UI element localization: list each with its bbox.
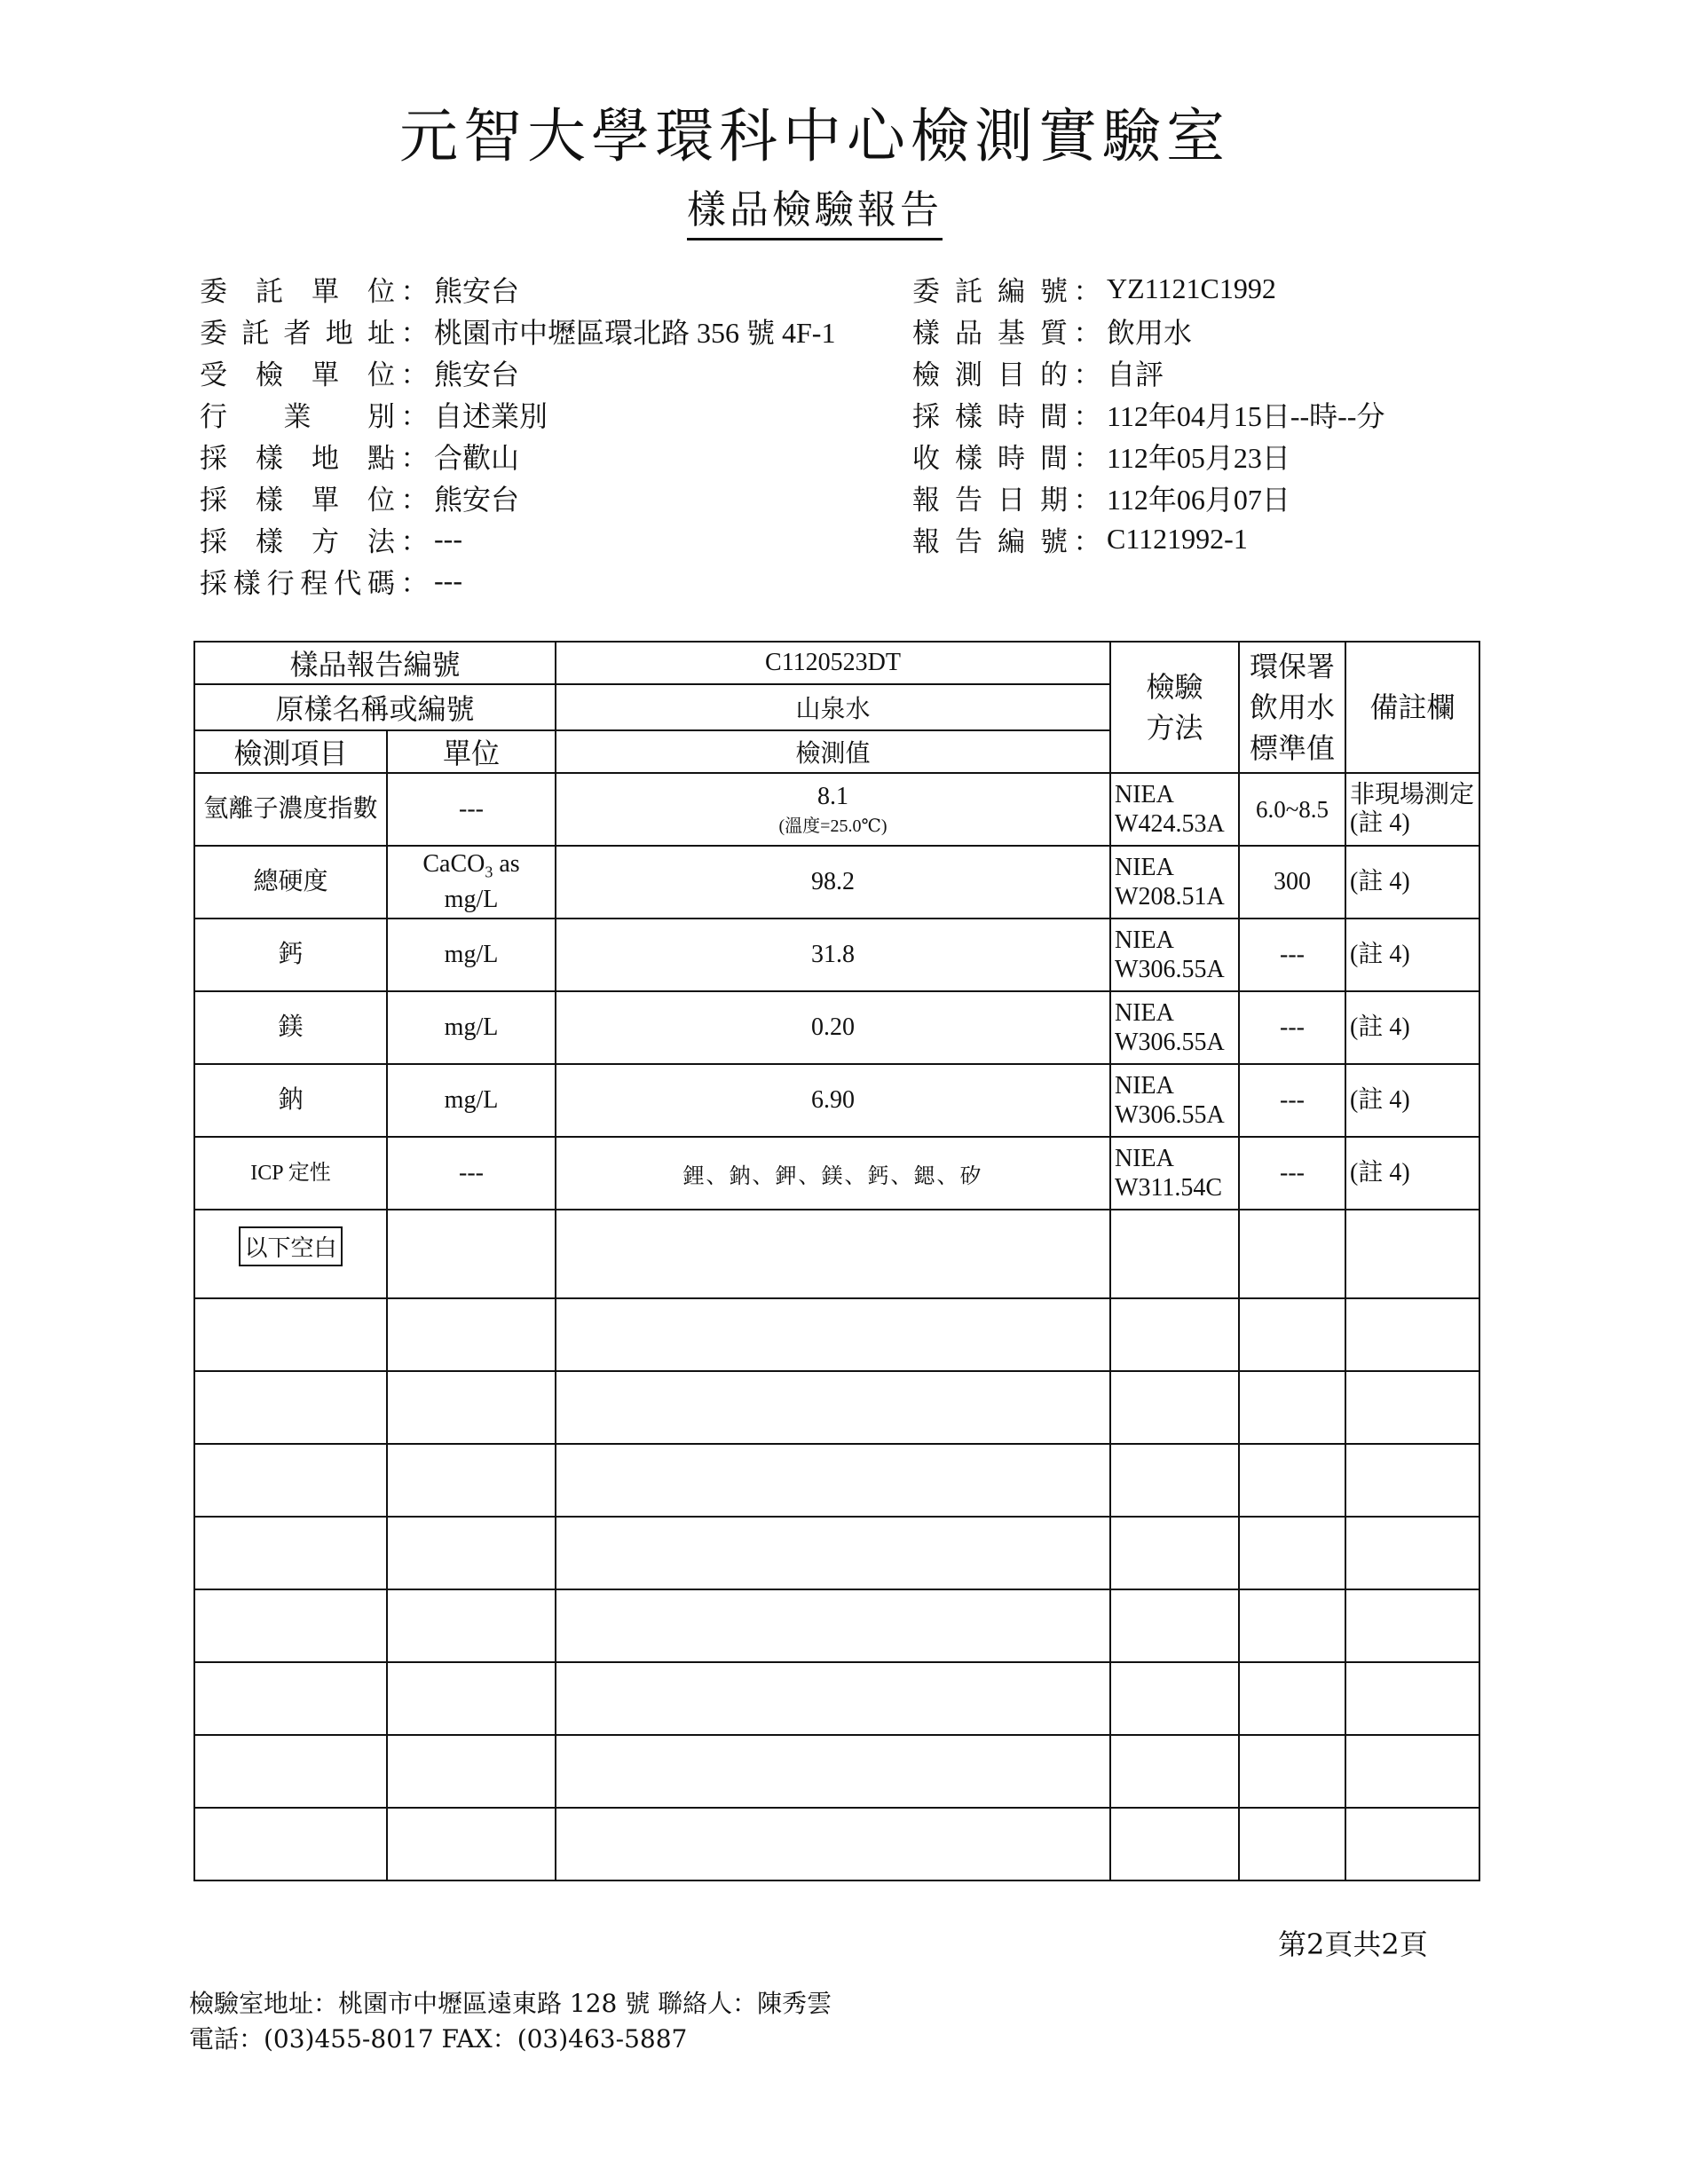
empty-cell (194, 1662, 387, 1735)
colon: ： (400, 401, 429, 433)
empty-cell (556, 1735, 1110, 1808)
item-header: 檢測項目 (194, 730, 387, 773)
value: YZ1121C1992 (1107, 272, 1276, 304)
method-line1: NIEA (1115, 854, 1174, 881)
standard-cell: 6.0~8.5 (1239, 773, 1345, 846)
empty-cell (1239, 1517, 1345, 1589)
empty-cell (194, 1808, 387, 1880)
empty-cell (1345, 1808, 1479, 1880)
blank-row (194, 1735, 1479, 1808)
info-row-trip-code (200, 560, 835, 602)
table-row (194, 1137, 1479, 1210)
label: 報告日期 (912, 485, 1068, 516)
method-cell (1110, 1137, 1239, 1210)
info-row-receipt-time (912, 435, 1384, 477)
unit-cell: mg/L (387, 991, 556, 1064)
item-cell: 鎂 (194, 991, 387, 1064)
empty-cell (387, 1444, 556, 1517)
empty-cell (387, 1589, 556, 1662)
method-line2: W424.53A (1115, 810, 1225, 838)
unit-line2: mg/L (444, 886, 499, 914)
method-line2: W306.55A (1115, 956, 1225, 983)
remark-cell: (註 4) (1345, 1064, 1479, 1137)
empty-cell (1345, 1735, 1479, 1808)
empty-cell (1239, 1735, 1345, 1808)
method-cell (1110, 991, 1239, 1064)
remark-cell: (註 4) (1345, 919, 1479, 991)
info-left (200, 268, 835, 602)
colon: ： (400, 359, 429, 391)
table-row (194, 991, 1479, 1064)
value: 112年04月15日--時--分 (1107, 399, 1385, 432)
unit-as: as (493, 849, 520, 878)
info-row-sampling-site (200, 435, 835, 477)
empty-cell (1239, 1298, 1345, 1371)
value-header: 檢測值 (556, 730, 1110, 773)
info-row-sampling-unit (200, 477, 835, 518)
report-no-value: C1120523DT (556, 642, 1110, 684)
unit-subscript: 3 (485, 863, 493, 881)
empty-cell (1110, 1210, 1239, 1298)
empty-cell (1110, 1735, 1239, 1808)
value: 桃園市中壢區環北路 356 號 4F-1 (434, 316, 836, 349)
empty-cell (1110, 1371, 1239, 1444)
label: 檢測目的 (912, 359, 1068, 391)
info-row-sampling-method (200, 518, 835, 560)
value: 112年06月07日 (1107, 483, 1290, 516)
value-cell (556, 773, 1110, 846)
standard-header: 環保署飲用水標準值 (1239, 642, 1345, 773)
colon: ： (1073, 276, 1101, 308)
colon: ： (400, 318, 429, 350)
value-note: (溫度=25.0℃) (778, 816, 888, 836)
standard-cell: --- (1239, 1137, 1345, 1210)
sample-name-value: 山泉水 (556, 684, 1110, 730)
empty-cell (1345, 1589, 1479, 1662)
method-line2: W306.55A (1115, 1101, 1225, 1129)
label: 採樣單位 (200, 485, 395, 516)
empty-cell (1239, 1210, 1345, 1298)
label: 採樣地點 (200, 443, 395, 475)
empty-cell (1110, 1808, 1239, 1880)
remark-cell: (註 4) (1345, 1137, 1479, 1210)
value: 飲用水 (1107, 316, 1193, 349)
method-line1: NIEA (1115, 1145, 1174, 1172)
empty-cell (556, 1371, 1110, 1444)
empty-cell (556, 1210, 1110, 1298)
blank-row (194, 1210, 1479, 1298)
value-cell: 31.8 (556, 919, 1110, 991)
info-row-industry (200, 393, 835, 435)
footer (189, 1986, 832, 2057)
colon: ： (400, 568, 429, 600)
method-line1: NIEA (1115, 926, 1174, 954)
label: 委託編號 (912, 276, 1068, 308)
remark-line1: 非現場測定 (1350, 781, 1475, 808)
empty-cell (556, 1662, 1110, 1735)
blank-row (194, 1517, 1479, 1589)
info-row-client-address (200, 310, 835, 351)
label: 行業別 (200, 401, 395, 433)
header-row-report-no (194, 642, 1479, 684)
empty-cell (1239, 1371, 1345, 1444)
value: 熊安台 (434, 358, 520, 390)
empty-cell (1345, 1210, 1479, 1298)
empty-cell (194, 1371, 387, 1444)
blank-row (194, 1298, 1479, 1371)
method-cell (1110, 919, 1239, 991)
item-cell: 鈉 (194, 1064, 387, 1137)
info-row-report-date (912, 477, 1384, 518)
value: C1121992-1 (1107, 523, 1248, 555)
table-row (194, 846, 1479, 919)
info-row-sampling-time (912, 393, 1384, 435)
colon: ： (1073, 485, 1101, 516)
unit-cell: mg/L (387, 919, 556, 991)
empty-cell (1239, 1589, 1345, 1662)
empty-cell (387, 1662, 556, 1735)
item-cell: 總硬度 (194, 846, 387, 919)
standard-cell: --- (1239, 919, 1345, 991)
info-row-report-no (912, 518, 1384, 560)
standard-cell: --- (1239, 991, 1345, 1064)
blank-row (194, 1589, 1479, 1662)
value: 熊安台 (434, 483, 520, 516)
method-line2: W311.54C (1115, 1174, 1223, 1202)
method-line1: NIEA (1115, 999, 1174, 1027)
remark-cell (1345, 773, 1479, 846)
results-table (193, 641, 1480, 1881)
report-subtitle (0, 177, 1629, 234)
empty-cell (387, 1371, 556, 1444)
empty-cell (1239, 1808, 1345, 1880)
empty-cell (1110, 1589, 1239, 1662)
blank-row (194, 1662, 1479, 1735)
value: 自述業別 (434, 399, 548, 432)
standard-cell: --- (1239, 1064, 1345, 1137)
table-row (194, 773, 1479, 846)
footer-phone: 電話：(03)455-8017 FAX：(03)463-5887 (189, 2024, 688, 2054)
label: 採樣行程代碼 (200, 568, 395, 600)
remark-header: 備註欄 (1345, 642, 1479, 773)
info-row-inspected-unit (200, 351, 835, 393)
item-cell: 鈣 (194, 919, 387, 991)
colon: ： (1073, 526, 1101, 558)
method-cell (1110, 773, 1239, 846)
label: 採樣方法 (200, 526, 395, 558)
unit-cell: --- (387, 773, 556, 846)
value: 8.1 (817, 782, 849, 810)
label: 收樣時間 (912, 443, 1068, 475)
info-row-client (200, 268, 835, 310)
footer-address: 檢驗室地址：桃園市中壢區遠東路 128 號 聯絡人：陳秀雲 (189, 1989, 832, 2018)
method-cell (1110, 1064, 1239, 1137)
colon: ： (400, 526, 429, 558)
method-cell (1110, 846, 1239, 919)
empty-cell (1239, 1444, 1345, 1517)
empty-cell (1110, 1517, 1239, 1589)
info-right (912, 268, 1384, 560)
method-line2: W208.51A (1115, 883, 1225, 911)
empty-cell (1110, 1298, 1239, 1371)
colon: ： (400, 276, 429, 308)
blank-marker: 以下空白 (239, 1226, 342, 1266)
value: --- (434, 564, 462, 596)
table-row (194, 1064, 1479, 1137)
empty-cell (194, 1517, 387, 1589)
item-cell: 氫離子濃度指數 (194, 773, 387, 846)
value-cell: 鋰、鈉、鉀、鎂、鈣、鍶、矽 (556, 1137, 1110, 1210)
empty-cell (556, 1517, 1110, 1589)
colon: ： (1073, 401, 1101, 433)
value-cell: 98.2 (556, 846, 1110, 919)
colon: ： (1073, 359, 1101, 391)
standard-cell: 300 (1239, 846, 1345, 919)
info-row-purpose (912, 351, 1384, 393)
blank-row (194, 1371, 1479, 1444)
label: 受檢單位 (200, 359, 395, 391)
empty-cell (194, 1444, 387, 1517)
colon: ： (400, 443, 429, 475)
empty-cell (1345, 1662, 1479, 1735)
colon: ： (400, 485, 429, 516)
empty-cell (194, 1298, 387, 1371)
empty-cell (556, 1298, 1110, 1371)
empty-cell (387, 1808, 556, 1880)
value: 熊安台 (434, 274, 520, 307)
empty-cell (1345, 1517, 1479, 1589)
value-cell: 0.20 (556, 991, 1110, 1064)
empty-cell (387, 1517, 556, 1589)
method-line1: NIEA (1115, 781, 1174, 808)
value: 合歡山 (434, 441, 520, 474)
report-subtitle-text: 樣品檢驗報告 (687, 187, 943, 240)
value: 自評 (1107, 358, 1164, 390)
unit-cell: --- (387, 1137, 556, 1210)
method-line2: W306.55A (1115, 1029, 1225, 1056)
empty-cell (1345, 1444, 1479, 1517)
report-no-label: 樣品報告編號 (194, 642, 556, 684)
empty-cell (556, 1444, 1110, 1517)
unit-cell: mg/L (387, 1064, 556, 1137)
method-line1: NIEA (1115, 1072, 1174, 1100)
empty-cell (1110, 1662, 1239, 1735)
empty-cell (387, 1735, 556, 1808)
value: 112年05月23日 (1107, 441, 1290, 474)
label: 報告編號 (912, 526, 1068, 558)
page-number: 第2頁共2頁 (1278, 1928, 1428, 1961)
unit-cell (387, 846, 556, 919)
empty-cell (556, 1589, 1110, 1662)
blank-row (194, 1444, 1479, 1517)
info-row-commission-no (912, 268, 1384, 310)
empty-cell (194, 1589, 387, 1662)
method-header: 檢驗方法 (1110, 642, 1239, 773)
unit-formula: CaCO (422, 849, 485, 878)
label: 委託單位 (200, 276, 395, 308)
empty-cell (1345, 1298, 1479, 1371)
empty-cell (387, 1210, 556, 1298)
empty-cell (556, 1808, 1110, 1880)
colon: ： (1073, 318, 1101, 350)
table-row (194, 919, 1479, 991)
colon: ： (1073, 443, 1101, 475)
empty-cell (1110, 1444, 1239, 1517)
info-row-matrix (912, 310, 1384, 351)
remark-cell: (註 4) (1345, 991, 1479, 1064)
empty-cell (1345, 1371, 1479, 1444)
sample-name-label: 原樣名稱或編號 (194, 684, 556, 730)
value: --- (434, 523, 462, 555)
empty-cell (194, 1735, 387, 1808)
remark-line2: (註 4) (1350, 809, 1410, 837)
unit-header: 單位 (387, 730, 556, 773)
remark-cell: (註 4) (1345, 846, 1479, 919)
value-cell: 6.90 (556, 1064, 1110, 1137)
label: 採樣時間 (912, 401, 1068, 433)
label: 樣品基質 (912, 318, 1068, 350)
label: 委託者地址 (200, 318, 395, 350)
empty-cell (387, 1298, 556, 1371)
empty-cell (1239, 1662, 1345, 1735)
item-cell: ICP 定性 (194, 1137, 387, 1210)
lab-title: 元智大學環科中心檢測實驗室 (399, 102, 1230, 170)
blank-marker-cell (194, 1210, 387, 1298)
blank-row (194, 1808, 1479, 1880)
